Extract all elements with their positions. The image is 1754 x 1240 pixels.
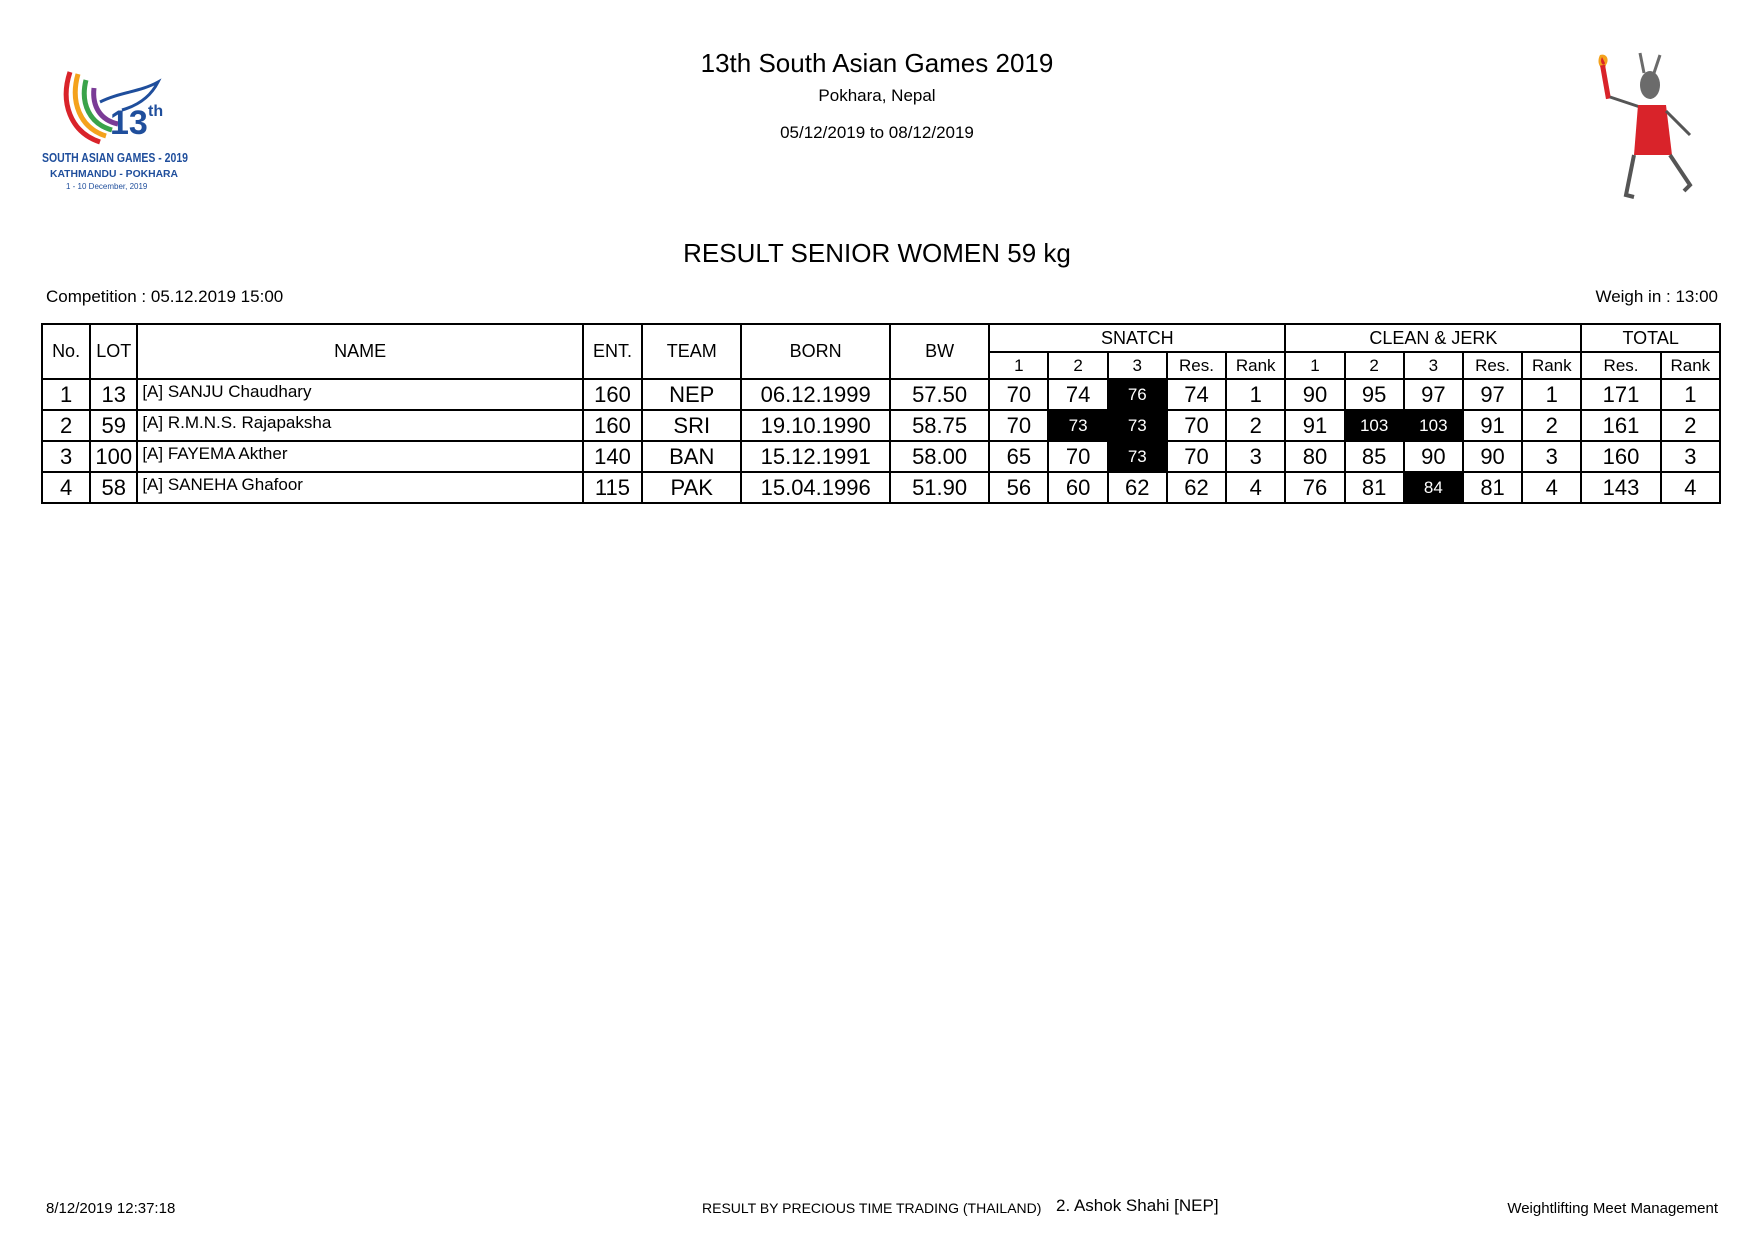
header-team: TEAM <box>642 324 741 379</box>
cell-snatch-3: 62 <box>1108 472 1167 503</box>
official-name: 2. Ashok Shahi [NEP] <box>1056 1196 1219 1215</box>
header-snatch-3: 3 <box>1108 352 1167 379</box>
cell-no: 4 <box>42 472 90 503</box>
cell-name: [A] FAYEMA Akther <box>137 441 583 472</box>
cell-snatch-1: 70 <box>989 379 1048 410</box>
header-name: NAME <box>137 324 583 379</box>
event-place: Pokhara, Nepal <box>818 86 936 105</box>
header-row-groups <box>42 324 1720 352</box>
cell-cj-1: 80 <box>1285 441 1344 472</box>
cell-cj-1: 90 <box>1285 379 1344 410</box>
logo-games-name: SOUTH ASIAN GAMES - 2019 <box>42 150 188 165</box>
cell-total-res: 171 <box>1581 379 1660 410</box>
logo-host-cities: KATHMANDU - POKHARA <box>50 169 178 180</box>
cell-total-rank: 4 <box>1661 472 1720 503</box>
cell-ent: 140 <box>583 441 642 472</box>
cell-cj-rank: 2 <box>1522 410 1581 441</box>
table-row <box>42 410 1720 441</box>
cell-total-res: 160 <box>1581 441 1660 472</box>
cell-name: [A] SANEHA Ghafoor <box>137 472 583 503</box>
event-dates: 05/12/2019 to 08/12/2019 <box>780 123 974 142</box>
header-snatch-1: 1 <box>989 352 1048 379</box>
result-credit: RESULT BY PRECIOUS TIME TRADING (THAILAND) <box>702 1200 1042 1216</box>
header-cj-res: Res. <box>1463 352 1522 379</box>
logo-date-range: 1 - 10 December, 2019 <box>66 182 148 191</box>
cell-lot: 58 <box>90 472 137 503</box>
header-total-rank: Rank <box>1661 352 1720 379</box>
cell-snatch-2: 60 <box>1048 472 1107 503</box>
table-row <box>42 379 1720 410</box>
cell-cj-3: 84 <box>1404 472 1463 503</box>
cell-total-res: 161 <box>1581 410 1660 441</box>
cell-lot: 100 <box>90 441 137 472</box>
cell-cj-rank: 4 <box>1522 472 1581 503</box>
cell-snatch-1: 65 <box>989 441 1048 472</box>
cell-cj-1: 91 <box>1285 410 1344 441</box>
cell-total-rank: 3 <box>1661 441 1720 472</box>
cell-born: 15.12.1991 <box>741 441 890 472</box>
cell-snatch-res: 70 <box>1167 441 1226 472</box>
cell-snatch-res: 74 <box>1167 379 1226 410</box>
cell-no: 3 <box>42 441 90 472</box>
cell-snatch-3: 73 <box>1108 441 1167 472</box>
cell-bw: 51.90 <box>890 472 989 503</box>
cell-cj-2: 85 <box>1345 441 1404 472</box>
header-lot: LOT <box>90 324 137 379</box>
header-bw: BW <box>890 324 989 379</box>
cell-cj-2: 95 <box>1345 379 1404 410</box>
competition-time: Competition : 05.12.2019 15:00 <box>46 287 284 306</box>
header-clean-jerk: CLEAN & JERK <box>1285 324 1581 352</box>
cell-cj-res: 81 <box>1463 472 1522 503</box>
cell-snatch-res: 70 <box>1167 410 1226 441</box>
header-cj-1: 1 <box>1285 352 1344 379</box>
header-snatch-rank: Rank <box>1226 352 1285 379</box>
cell-name: [A] R.M.N.S. Rajapaksha <box>137 410 583 441</box>
cell-no: 2 <box>42 410 90 441</box>
cell-snatch-res: 62 <box>1167 472 1226 503</box>
cell-lot: 59 <box>90 410 137 441</box>
weigh-in-time: Weigh in : 13:00 <box>1595 287 1718 306</box>
cell-snatch-2: 74 <box>1048 379 1107 410</box>
result-title: RESULT SENIOR WOMEN 59 kg <box>683 238 1071 268</box>
cell-snatch-1: 70 <box>989 410 1048 441</box>
header-cj-rank: Rank <box>1522 352 1581 379</box>
cell-snatch-2: 73 <box>1048 410 1107 441</box>
header-total: TOTAL <box>1581 324 1720 352</box>
cell-snatch-rank: 3 <box>1226 441 1285 472</box>
cell-snatch-1: 56 <box>989 472 1048 503</box>
cell-snatch-2: 70 <box>1048 441 1107 472</box>
software-name: Weightlifting Meet Management <box>1507 1200 1718 1217</box>
cell-cj-3: 97 <box>1404 379 1463 410</box>
cell-cj-2: 81 <box>1345 472 1404 503</box>
cell-cj-2: 103 <box>1345 410 1404 441</box>
cell-bw: 57.50 <box>890 379 989 410</box>
cell-team: BAN <box>642 441 741 472</box>
cell-total-rank: 2 <box>1661 410 1720 441</box>
cell-name: [A] SANJU Chaudhary <box>137 379 583 410</box>
header-ent: ENT. <box>583 324 642 379</box>
cell-bw: 58.00 <box>890 441 989 472</box>
cell-lot: 13 <box>90 379 137 410</box>
cell-ent: 160 <box>583 379 642 410</box>
cell-born: 19.10.1990 <box>741 410 890 441</box>
cell-cj-res: 90 <box>1463 441 1522 472</box>
header-snatch-res: Res. <box>1167 352 1226 379</box>
results-table <box>41 323 1721 504</box>
cell-cj-3: 103 <box>1404 410 1463 441</box>
cell-team: NEP <box>642 379 741 410</box>
cell-snatch-rank: 1 <box>1226 379 1285 410</box>
cell-team: PAK <box>642 472 741 503</box>
table-row <box>42 472 1720 503</box>
cell-snatch-3: 73 <box>1108 410 1167 441</box>
cell-ent: 115 <box>583 472 642 503</box>
logo-number: 13 <box>110 104 148 142</box>
cell-snatch-rank: 2 <box>1226 410 1285 441</box>
cell-no: 1 <box>42 379 90 410</box>
cell-bw: 58.75 <box>890 410 989 441</box>
cell-cj-rank: 1 <box>1522 379 1581 410</box>
logo-superscript: th <box>148 103 164 120</box>
event-title: 13th South Asian Games 2019 <box>700 48 1054 78</box>
cell-cj-3: 90 <box>1404 441 1463 472</box>
cell-cj-1: 76 <box>1285 472 1344 503</box>
printed-timestamp: 8/12/2019 12:37:18 <box>46 1200 176 1217</box>
header-born: BORN <box>741 324 890 379</box>
cell-born: 06.12.1999 <box>741 379 890 410</box>
header-cj-3: 3 <box>1404 352 1463 379</box>
cell-ent: 160 <box>583 410 642 441</box>
cell-team: SRI <box>642 410 741 441</box>
cell-born: 15.04.1996 <box>741 472 890 503</box>
header-cj-2: 2 <box>1345 352 1404 379</box>
cell-cj-res: 97 <box>1463 379 1522 410</box>
header-total-res: Res. <box>1581 352 1660 379</box>
table-row <box>42 441 1720 472</box>
header-no: No. <box>42 324 90 379</box>
cell-snatch-rank: 4 <box>1226 472 1285 503</box>
header-snatch-2: 2 <box>1048 352 1107 379</box>
cell-total-res: 143 <box>1581 472 1660 503</box>
cell-snatch-3: 76 <box>1108 379 1167 410</box>
cell-total-rank: 1 <box>1661 379 1720 410</box>
header-snatch: SNATCH <box>989 324 1285 352</box>
cell-cj-rank: 3 <box>1522 441 1581 472</box>
cell-cj-res: 91 <box>1463 410 1522 441</box>
